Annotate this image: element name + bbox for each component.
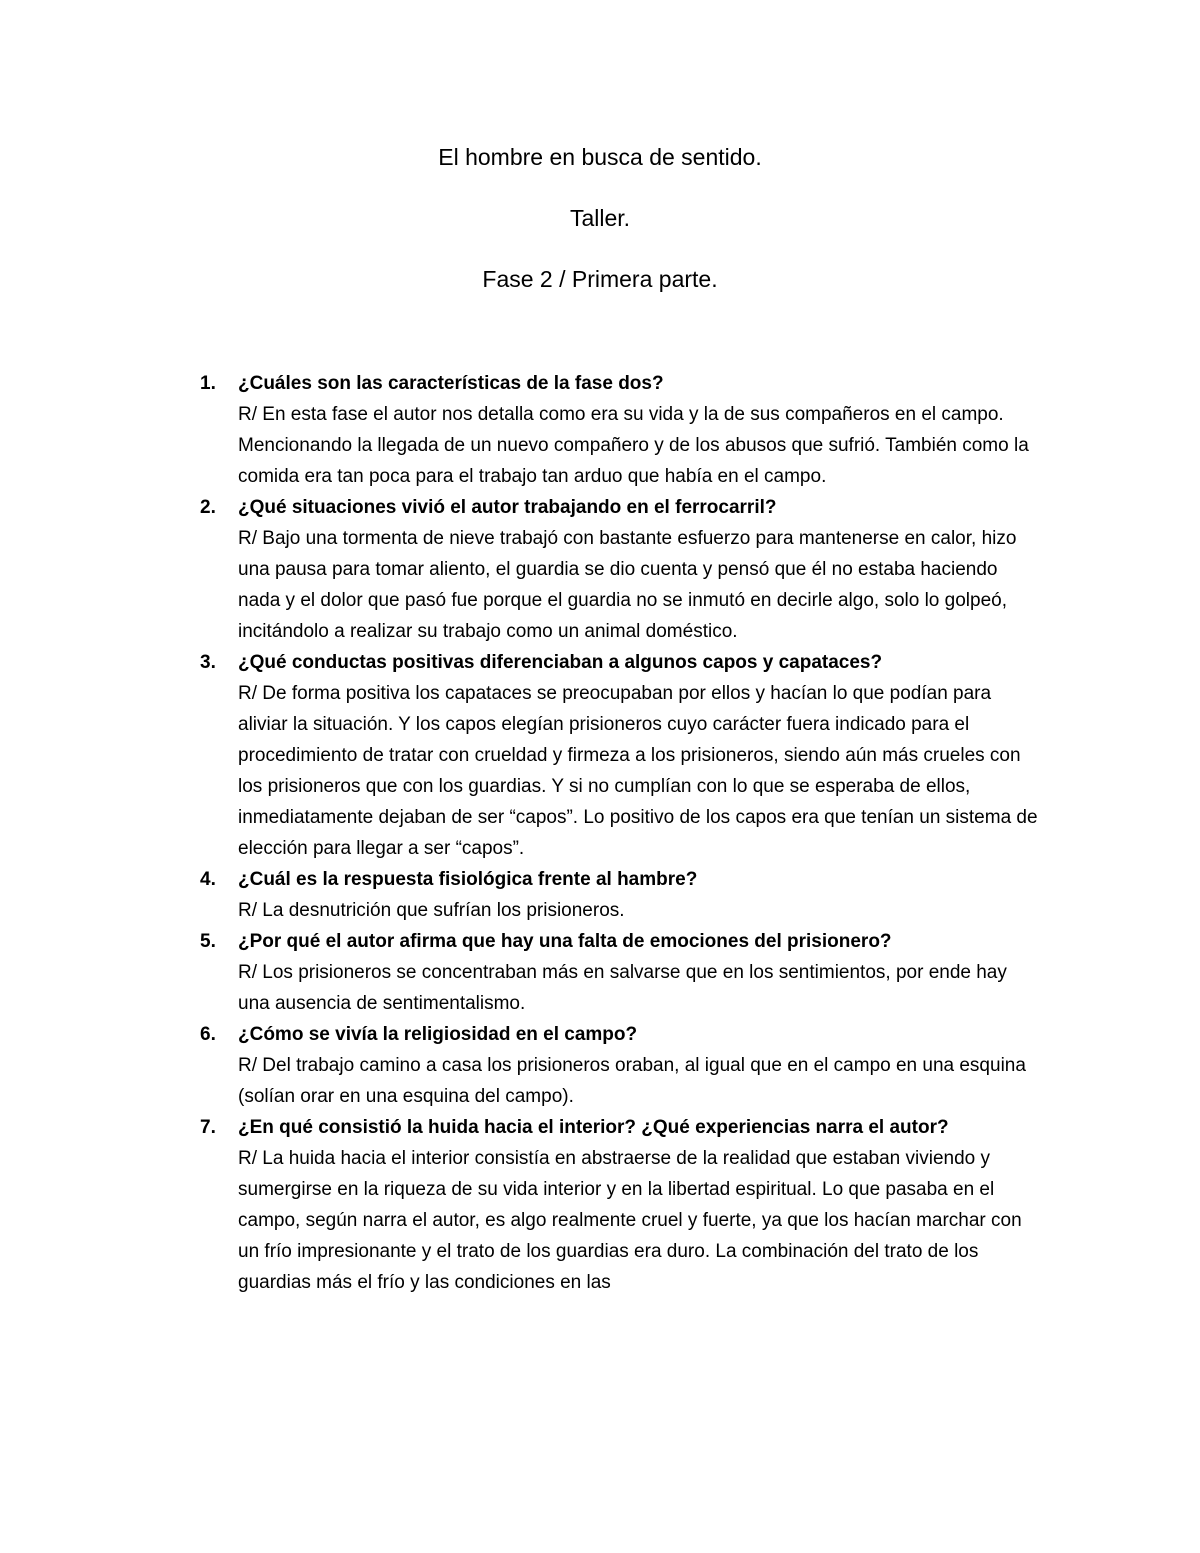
- answer-text: R/ Del trabajo camino a casa los prisioneros oraban, al igual que en el campo en una esquina (solían orar en una esquina del campo).: [238, 1055, 1026, 1107]
- question-list: [200, 368, 1040, 1298]
- question-number: 4.: [200, 869, 216, 890]
- question-item-4: [200, 864, 1040, 926]
- question-text: ¿Qué conductas positivas diferenciaban a algunos capos y capataces?: [238, 652, 883, 673]
- question-number: 5.: [200, 931, 216, 952]
- answer-text: R/ La huida hacia el interior consistía en abstraerse de la realidad que estaban viviendo y sumergirse en la riqueza de su vida interior y en la libertad espiritual. Lo que pasaba en el campo, según narra el autor, es algo realmente cruel y fuerte, ya que los hacían marchar con un frío impresionante y el trato de los guardias era duro. La combinación del trato de los guardias más el frío y las condiciones en las: [238, 1148, 1022, 1293]
- answer-text: R/ Los prisioneros se concentraban más en salvarse que en los sentimientos, por ende hay una ausencia de sentimentalismo.: [238, 962, 1007, 1014]
- question-item-6: [200, 1019, 1040, 1112]
- question-number: 7.: [200, 1117, 216, 1138]
- answer-text: R/ Bajo una tormenta de nieve trabajó con bastante esfuerzo para mantenerse en calor, hizo una pausa para tomar aliento, el guardia se dio cuenta y pensó que él no estaba haciendo nada y el dolor que pasó fue porque el guardia no se inmutó en decirle algo, solo lo golpeó, incitándolo a realizar su trabajo como un animal doméstico.: [238, 528, 1017, 642]
- question-text: ¿Cuáles son las características de la fase dos?: [238, 373, 664, 394]
- answer-text: R/ En esta fase el autor nos detalla como era su vida y la de sus compañeros en el campo. Mencionando la llegada de un nuevo compañero y de los abusos que sufrió. También como la comida era tan poca para el trabajo tan arduo que había en el campo.: [238, 404, 1029, 487]
- question-text: ¿Cuál es la respuesta fisiológica frente al hambre?: [238, 869, 698, 890]
- question-text: ¿Por qué el autor afirma que hay una falta de emociones del prisionero?: [238, 931, 892, 952]
- question-number: 1.: [200, 373, 216, 394]
- question-number: 2.: [200, 497, 216, 518]
- document-section: Fase 2 / Primera parte.: [482, 266, 718, 292]
- question-text: ¿Qué situaciones vivió el autor trabajando en el ferrocarril?: [238, 497, 777, 518]
- answer-text: R/ La desnutrición que sufrían los prisioneros.: [238, 900, 625, 921]
- answer-text: R/ De forma positiva los capataces se preocupaban por ellos y hacían lo que podían para aliviar la situación. Y los capos elegían prisioneros cuyo carácter fuera indicado para el procedimiento de tratar con crueldad y firmeza a los prisioneros, siendo aún más crueles con los prisioneros que con los guardias. Y si no cumplían con lo que se esperaba de ellos, inmediatamente dejaban de ser “capos”. Lo positivo de los capos era que tenían un sistema de elección para llegar a ser “capos”.: [238, 683, 1038, 859]
- document-title: El hombre en busca de sentido.: [438, 144, 762, 170]
- question-item-2: [200, 492, 1040, 647]
- question-text: ¿En qué consistió la huida hacia el interior? ¿Qué experiencias narra el autor?: [238, 1117, 949, 1138]
- question-item-3: [200, 647, 1040, 864]
- question-number: 6.: [200, 1024, 216, 1045]
- document-header: [0, 142, 1200, 325]
- question-item-7: [200, 1112, 1040, 1298]
- document-subtitle: Taller.: [569, 205, 631, 231]
- question-number: 3.: [200, 652, 216, 673]
- question-item-5: [200, 926, 1040, 1019]
- question-text: ¿Cómo se vivía la religiosidad en el campo?: [238, 1024, 638, 1045]
- question-item-1: [200, 368, 1040, 492]
